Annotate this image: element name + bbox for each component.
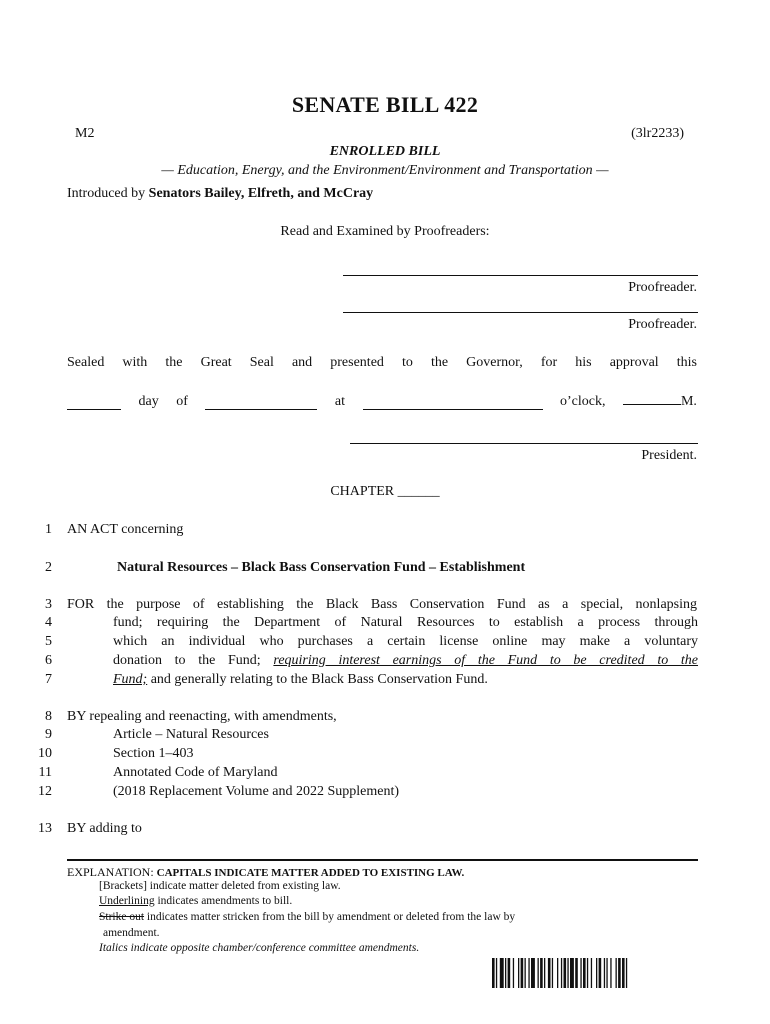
introduced-by xyxy=(67,186,373,202)
purpose-text: donation to the Fund; xyxy=(113,653,261,668)
brackets-note xyxy=(99,880,341,892)
purpose-line: which an individual who purchases a certain license online may make a voluntary xyxy=(113,634,698,649)
explanation-heading xyxy=(67,865,464,880)
month-blank xyxy=(205,397,317,410)
purpose-line xyxy=(113,672,488,688)
italics-note: Italics indicate opposite chamber/conference committee amendments. xyxy=(99,942,420,954)
read-examined-label: Read and Examined by Proofreaders: xyxy=(280,224,490,239)
president-label: President. xyxy=(641,448,697,463)
line-number: 10 xyxy=(38,746,52,761)
line-number: 6 xyxy=(45,653,52,668)
strike-rest: indicates matter stricken from the bill by amendment or deleted from the law by xyxy=(144,911,516,923)
brackets-rest: indicate matter deleted from existing law. xyxy=(146,880,341,892)
at-label: at xyxy=(334,394,345,409)
explanation-caps: CAPITALS INDICATE MATTER ADDED TO EXISTING LAW. xyxy=(156,867,465,879)
underlining-note xyxy=(99,895,292,907)
act-concerning: AN ACT concerning xyxy=(67,522,184,537)
bill-subject-title: Natural Resources – Black Bass Conservation Fund – Establishment xyxy=(117,560,526,575)
volume-reference: (2018 Replacement Volume and 2022 Supplement) xyxy=(113,784,400,799)
explanation-label: EXPLANATION: xyxy=(67,865,157,879)
oclock-label: o’clock, xyxy=(560,394,606,409)
repealing-heading: BY repealing and reenacting, with amendments, xyxy=(67,709,337,724)
underlining-word: Underlining xyxy=(99,895,155,907)
time-blank xyxy=(363,397,543,410)
amendment-text: Fund; xyxy=(113,672,148,687)
adding-heading: BY adding to xyxy=(67,821,142,836)
purpose-line: FOR the purpose of establishing the Black Bass Conservation Fund as a special, nonlapsing xyxy=(67,597,697,612)
article-reference: Article – Natural Resources xyxy=(113,727,269,742)
strike-note xyxy=(99,911,515,923)
proofreader-label-1: Proofreader. xyxy=(628,280,697,295)
amendment-text: requiring interest earnings of the Fund to be credited to the xyxy=(273,653,699,668)
enrolled-bill-label: ENROLLED BILL xyxy=(329,144,441,159)
ampm-blank xyxy=(623,392,681,405)
line-number: 11 xyxy=(38,765,52,780)
line-number: 3 xyxy=(45,597,52,612)
line-number: 2 xyxy=(45,560,52,575)
president-signature-line xyxy=(350,443,698,444)
line-number: 5 xyxy=(45,634,52,649)
drafting-number: (3lr2233) xyxy=(631,126,684,141)
brackets-word: [Brackets] xyxy=(99,880,147,892)
sealed-statement: Sealed with the Great Seal and presented to the Governor, for his approval this xyxy=(67,355,697,370)
strike-note-continued: amendment. xyxy=(103,927,160,939)
committee-line: — Education, Energy, and the Environment/Environment and Transportation — xyxy=(161,163,609,178)
day-blank xyxy=(67,397,121,410)
line-number: 12 xyxy=(38,784,52,799)
line-number: 13 xyxy=(38,821,52,836)
bill-title: SENATE BILL 422 xyxy=(291,92,479,117)
day-label: day xyxy=(138,394,159,409)
line-number: 1 xyxy=(45,522,52,537)
line-number: 4 xyxy=(45,615,52,630)
barcode xyxy=(492,958,680,988)
introduced-prefix: Introduced by xyxy=(67,186,149,201)
line-number: 7 xyxy=(45,672,52,687)
line-number: 8 xyxy=(45,709,52,724)
purpose-line: fund; requiring the Department of Natural Resources to establish a process through xyxy=(113,615,698,630)
underlining-rest: indicates amendments to bill. xyxy=(154,895,293,907)
proofreader-label-2: Proofreader. xyxy=(628,317,697,332)
subject-code: M2 xyxy=(75,126,95,141)
m-label: M. xyxy=(680,394,697,409)
proofreader-signature-line-1 xyxy=(343,275,698,276)
proofreader-signature-line-2 xyxy=(343,312,698,313)
strike-word: Strike out xyxy=(99,911,145,923)
purpose-text: and generally relating to the Black Bass Conservation Fund. xyxy=(147,672,488,687)
section-reference: Section 1–403 xyxy=(113,746,194,761)
explanation-divider xyxy=(67,859,698,861)
chapter-line: CHAPTER ______ xyxy=(330,484,440,499)
purpose-line xyxy=(113,653,698,669)
code-reference: Annotated Code of Maryland xyxy=(113,765,278,780)
date-time-row xyxy=(67,392,697,410)
sponsor-names: Senators Bailey, Elfreth, and McCray xyxy=(148,186,374,201)
line-number: 9 xyxy=(45,727,52,742)
of-label: of xyxy=(176,394,188,409)
